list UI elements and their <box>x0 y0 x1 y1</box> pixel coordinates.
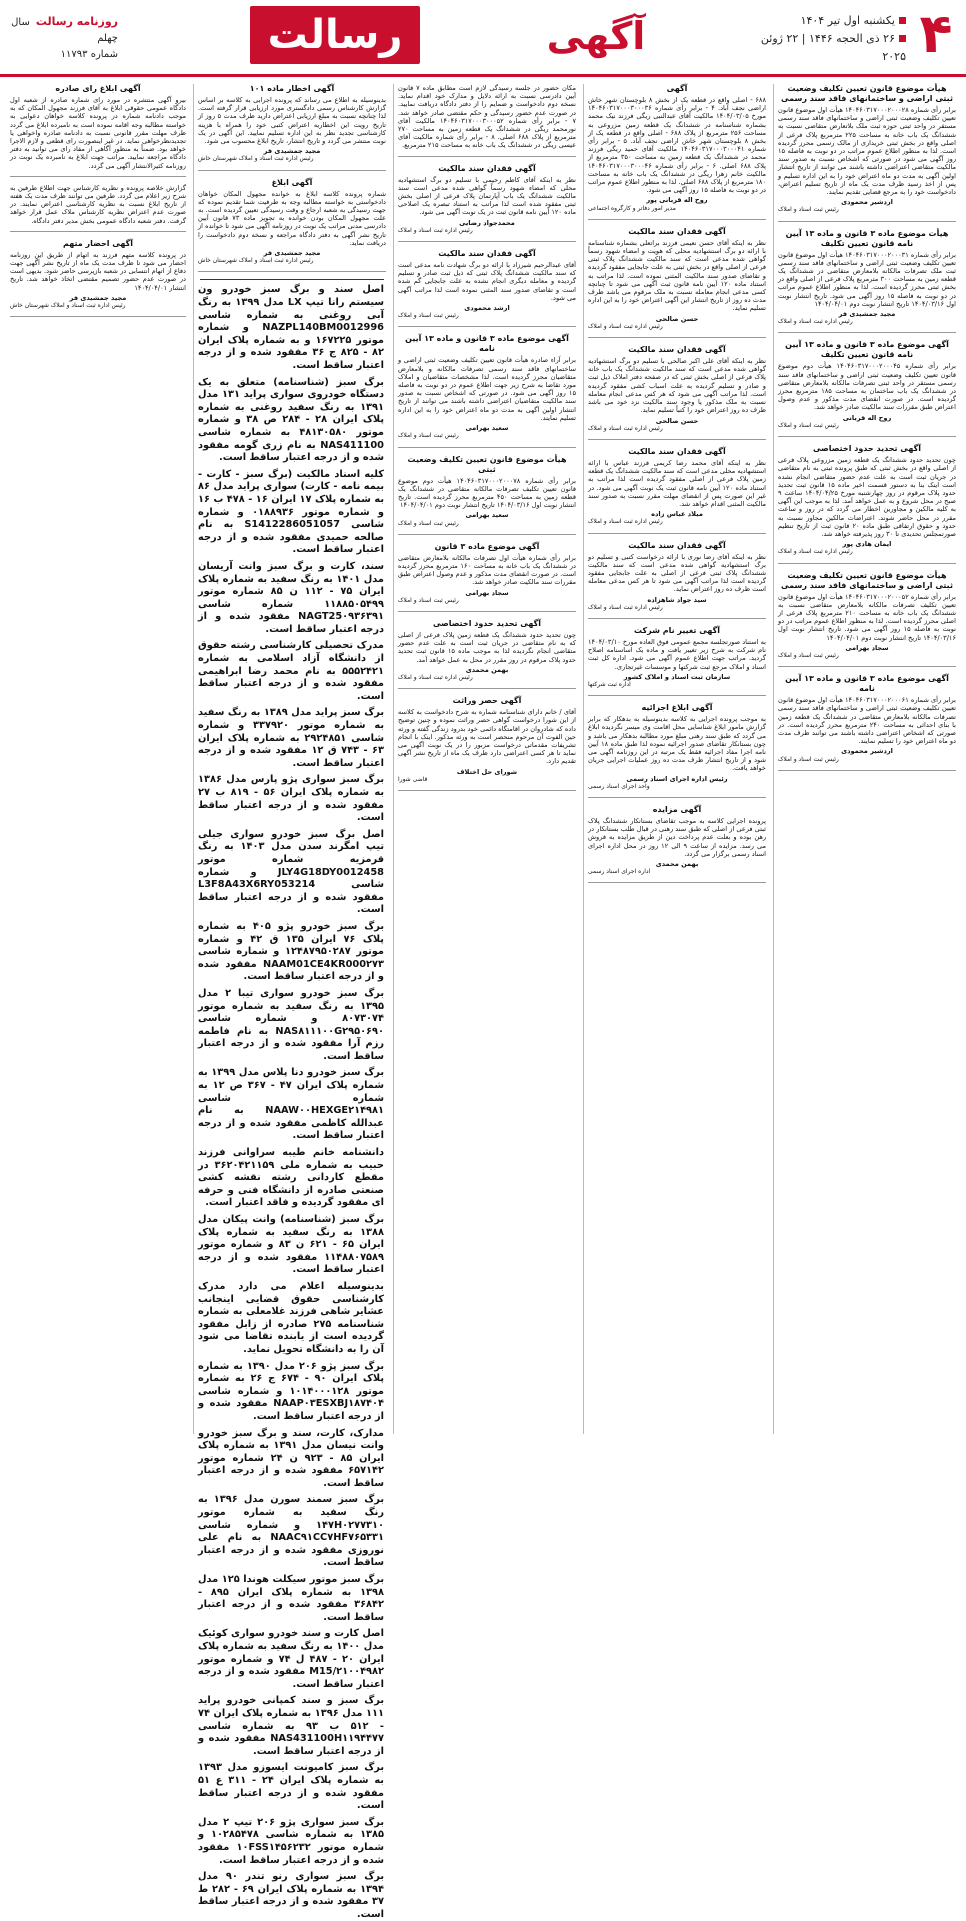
lost-document-notice: کلیه اسناد مالکیت (برگ سبز - کارت - بیمه نامه - کارت) سواری پراید مدل ۸۶ به شماره پلاک ۱۷ ایران ۱۶ - ۴۷۸ ب ۱۶ و شماره موتور ۰۱۸۸۹۳۶ و شماره شاسی S1412286051057 به نام صالحه حمیدی مفقود شده و از درجه اعتبار ساقط است. <box>198 468 385 556</box>
notice-body: برابر رأی شماره ۱۴۰۴۶۰۳۱۷۰۰۰۲۰۰۰۷۸ هیأت دوم موضوع قانون تعیین تکلیف تصرفات مالکانه متقاضی در ششدانگ یک قطعه زمین به مساحت ۴۵۰ مترمربع محرز گردیده است. تاریخ انتشار نوبت اول ۱۴۰۴/۰۳/۱۶ تاریخ انتشار نوبت دوم ۱۴۰۴/۰۴/۰۱ <box>398 476 576 510</box>
notice-body: به استناد صورتجلسه مجمع عمومی فوق العاده مورخ ۱۴۰۴/۰۳/۱۰ نام شرکت به شرح زیر تغییر یافت و ماده یک اساسنامه اصلاح گردید. مراتب جهت اطلاع عموم آگهی می شود. اداره کل ثبت اسناد و املاک مرجع ثبت شرکتها و موسسات غیرتجاری. <box>588 637 766 671</box>
notice-ad <box>10 84 186 177</box>
notice-signature: مجید جمشیدی فر <box>263 249 321 258</box>
lost-document-notice: اصل سند و برگ سبز خودرو ون سیستم رانا تیپ LX مدل ۱۳۹۹ به رنگ آبی روغنی به شماره شاسی NAZPL140BM0012996 و شماره موتور ۱۶۷۲۲۵ و به شماره پلاک ایران ۸۲ - ۸۲۵ ج ۳۶ مفقود شده و از درجه اعتبار ساقط است. <box>198 284 385 372</box>
lost-document-notice: برگ سبز سواری رنو تندر ۹۰ مدل ۱۳۹۴ به شماره پلاک ایران ۶۹ - ۲۸۲ ط ۳۷ مفقود شده و از درجه اعتبار ساقط است. <box>198 1871 384 1920</box>
notice-title: آگهی موضوع ماده ۳ قانون <box>434 541 540 551</box>
notice-signature: میلاد عباس زاده <box>651 510 703 519</box>
notice-ad <box>588 703 766 798</box>
notice-ad <box>778 674 956 771</box>
ads-columns <box>6 84 960 1920</box>
notice-title: هیأت موضوع قانون تعیین تکلیف وضعیت ثبتی اراضی و ساختمانهای فاقد سند رسمی <box>781 570 953 590</box>
notice-ref: مدیر امور دفاتر و کارگروه اجتماعی <box>588 204 676 212</box>
notice-body: بدینوسیله به اطلاع می رساند که پرونده اجرایی به کلاسه بر اساس گزارش کارشناس رسمی دادگستری مورد ارزیابی قرار گرفته است. لذا چنانچه نسبت به مبلغ ارزیابی اعتراض دارید ظرف مدت ۵ روز از تاریخ رویت این اخطاریه اعتراض کتبی خود را همراه با هزینه کارشناسی تجدید نظر به این اداره تسلیم نمایید. این آگهی در یک نوبت منتشر می گردد و تاریخ انتشار، تاریخ ابلاغ محسوب می شود. <box>198 96 386 146</box>
lost-document-notice: برگ سبز و سند کمپانی خودرو پراید ۱۱۱ مدل ۱۳۹۶ به شماره پلاک ایران ۷۴ - ۵۱۲ ب ۹۳ به شماره شاسی NAS431100H۱۱۹۴۴۷۷ مفقود شده و از درجه اعتبار ساقط است. <box>198 1695 384 1757</box>
notice-ref: رئیس اداره ثبت اسناد و املاک <box>588 322 663 330</box>
notice-signature: ارشد محمودی <box>464 304 510 313</box>
notice-signature: سجاد بهرامی <box>845 643 889 652</box>
notice-ref: رئیس ثبت اسناد و املاک <box>778 206 839 214</box>
notice-ref: رئیس اداره ثبت اسناد و املاک شهرستان خاش <box>198 155 314 163</box>
page-header <box>0 0 966 77</box>
notice-ad <box>198 178 386 273</box>
lost-document-notice: برگ سبز خودرو دنا پلاس مدل ۱۳۹۹ به شماره پلاک ایران ۴۷ - ۳۶۷ ص ۱۲ به شماره شاسی NAAW۰۰HEXGE۲۱۴۹۸۱ به نام عبدالله کاظمی مفقود شده و از درجه اعتبار ساقط است. <box>198 1067 385 1142</box>
notice-ref: رئیس اداره ثبت اسناد و املاک <box>398 673 473 681</box>
section-title: آگهی <box>546 14 646 58</box>
notice-ad <box>398 84 576 157</box>
notice-signature: حسن صالحی <box>655 416 699 425</box>
notice-body: برابر رأی شماره ۱۴۰۴۶۰۳۱۷۰۰۰۲۰۰۰۳۱ هیأت اول موضوع قانون تعیین تکلیف وضعیت ثبتی اراضی و ساختمانهای فاقد سند رسمی ثبت ملک تصرفات مالکانه بلامعارض متقاضی در ششدانگ یک قطعه زمین به مساحت ۳۰۰ مترمربع پلاک فرعی از اصلی واقع در بخش ثبتی محرز گردیده است. لذا به منظور اطلاع عموم مراتب در دو نوبت به فاصله ۱۵ روز آگهی می شود. تاریخ انتشار نوبت اول ۱۴۰۴/۰۳/۱۶ تاریخ انتشار نوبت دوم ۱۴۰۴/۰۴/۰۱ <box>778 250 957 308</box>
lost-document-notice: برگ سبز کامیونت ایسوزو مدل ۱۳۹۳ به شماره پلاک ایران ۲۴ - ۳۱۱ ع ۵۱ مفقود شده و از درجه اعتبار ساقط است. <box>198 1762 384 1812</box>
date-hijri-gregorian: ۲۶ ذی الحجه ۱۴۴۶ | ۲۲ ژوئن ۲۰۲۵ <box>760 32 906 63</box>
notice-ref: رئیس ثبت اسناد و املاک <box>398 432 459 440</box>
notice-ad <box>588 227 766 338</box>
lost-document-notice: برگ سبز موتور سیکلت هوندا ۱۲۵ مدل ۱۳۹۸ به شماره پلاک ایران ۸۹۵ - ۳۶۸۴۲ مفقود شده و از درجه اعتبار ساقط است. <box>198 1574 384 1623</box>
date-persian: یکشنبه اول تیر ۱۴۰۴ <box>800 14 895 27</box>
notice-signature: اردشیر محمودی <box>841 747 893 756</box>
notice-body: گزارش خلاصه پرونده و نظریه کارشناس جهت اطلاع طرفین به شرح زیر اعلام می گردد. طرفین می توانند ظرف مدت یک هفته از تاریخ ابلاغ نسبت به نظریه کارشناسی اعتراض نمایند. در صورت عدم اعتراض نظریه کارشناس ملاک عمل قرار خواهد گرفت. دفتر شعبه دادگاه عمومی بخش مدیر دفتر دادگاه. <box>10 183 186 225</box>
notice-ad <box>198 84 386 171</box>
notice-body: نظر به اینکه آقای رضا نوری با ارائه درخواست کتبی و تسلیم دو برگ استشهادیه گواهی شده مدعی است که سند مالکیت ششدانگ پلاک ثبتی فرعی از اصلی به علت جابجایی مفقود گردیده است لذا مراتب آگهی می شود تا هر کس مدعی معامله است ظرف ده روز اعتراض نماید. <box>588 552 766 594</box>
notice-body: برابر رأی شماره ۱۴۰۴۶۰۳۱۷۰۰۰۲۰۰۰۴۵ هیأت دوم موضوع قانون تعیین تکلیف وضعیت ثبتی اراضی و ساختمانهای فاقد سند رسمی مستقر در واحد ثبتی تصرفات مالکانه بلامعارض متقاضی در ششدانگ یک باب ساختمان به مساحت ۱۸۵ مترمربع محرز گردیده است. در صورت انقضای مدت مذکور و عدم وصول اعتراض طبق مقررات سند مالکیت صادر خواهد شد. <box>778 362 956 412</box>
notice-title: هیأت موضوع قانون تعیین تکلیف وضعیت ثبتی اراضی و ساختمانهای فاقد سند رسمی <box>781 84 953 103</box>
lost-document-notice: برگ سبز خودرو سواری تیبا ۲ مدل ۱۳۹۵ به رنگ سفید به شماره موتور ۸۰۷۳۰۷۴ و شماره شاسی NAS۸۱۱۱۰۰G۲۹۵۰۶۹۰ به نام فاطمه رزم آرا مفقود شده و از درجه اعتبار ساقط است. <box>198 987 384 1062</box>
notice-signature: سعید بهرامی <box>465 511 509 520</box>
notice-ad <box>398 455 576 535</box>
notice-signature: حسن صالحی <box>655 314 699 323</box>
notice-title: آگهی ابلاغ رای صادره <box>55 84 141 93</box>
notice-ref: رئیس ثبت اسناد و املاک <box>398 312 459 320</box>
date-box <box>736 12 906 66</box>
issue-line: شماره ۱۱۷۹۳ <box>60 49 118 60</box>
bullet-square-icon <box>899 17 906 24</box>
notice-body: برابر رأی شماره ۱۴۰۴۶۰۳۱۷۰۰۰۲۰۰۰۵۲ هیأت اول موضوع قانون تعیین تکلیف تصرفات مالکانه بلامعارض متقاضی نسبت به ششدانگ یک باب خانه به مساحت ۲۱۰ مترمربع پلاک فرعی از اصلی محرز گردیده است. لذا به منظور اطلاع عموم مراتب در دو نوبت به فاصله ۱۵ روز آگهی می شود. تاریخ انتشار نوبت اول ۱۴۰۴/۰۳/۱۶ تاریخ انتشار نوبت دوم ۱۴۰۴/۰۴/۰۱ <box>778 592 957 642</box>
notice-ref: رئیس اداره ثبت اسناد و املاک <box>588 518 663 526</box>
notice-signature: سید جواد شاهزاده <box>647 595 707 604</box>
notice-body: برابر آراء صادره هیأت قانون تعیین تکلیف وضعیت ثبتی اراضی و ساختمانهای فاقد سند رسمی تصرفات مالکانه و بلامعارض متقاضیان محرز گردیده است. لذا مشخصات متقاضیان و املاک مورد تقاضا به شرح زیر جهت اطلاع عموم در دو نوبت به فاصله ۱۵ روز آگهی می شود. در صورتی که اشخاص نسبت به صدور سند مالکیت متقاضیان اعتراضی داشته باشند می توانند از تاریخ انتشار اولین آگهی به مدت دو ماه اعتراض خود را به این اداره تسلیم نمایند. <box>398 356 576 422</box>
notice-body: نظر به اینکه آقای کاظم رحیمی با تسلیم دو برگ استشهادیه محلی که امضاء شهود رسماً گواهی شده مدعی است سند مالکیت ششدانگ یک باب آپارتمان پلاک فرعی از اصلی بخش ثبتی مفقود شده است لذا مراتب به استناد تبصره یک اصلاحی ماده ۱۲۰ آیین نامه قانون ثبت در یک نوبت آگهی می شود. <box>398 175 576 217</box>
page-number: ۴ <box>919 2 953 65</box>
notice-ref: رئیس ثبت اسناد و املاک <box>398 519 459 527</box>
notice-ad <box>778 340 956 437</box>
notice-signature: سجاد بهرامی <box>465 588 509 597</box>
notice-ad <box>398 696 576 791</box>
notice-title: آگهی اخطار ماده ۱۰۱ <box>249 84 335 93</box>
notice-title: آگهی فقدان سند مالکیت <box>438 249 536 259</box>
notice-ad <box>588 447 766 534</box>
notice-title: آگهی تحدید حدود اختصاصی <box>432 618 542 628</box>
lost-document-notice: برگ سبز سواری پژو ۲۰۶ تیپ ۲ مدل ۱۳۸۵ به شماره شاسی ۱۰۲۸۵۴۷۸ و شماره موتور ۱۰FSS۱۴۵۶۲۳۲ مفقود شده و از درجه اعتبار ساقط است. <box>198 1816 385 1866</box>
notice-ref: رئیس اداره ثبت اسناد و املاک شهرستان خاش <box>10 302 126 310</box>
notice-ref: رئیس ثبت اسناد و املاک <box>398 596 459 604</box>
column-2 <box>583 84 770 1434</box>
notice-ad <box>588 541 766 619</box>
notice-body: پرونده اجرایی کلاسه به موجب تقاضای بستانکار ششدانگ پلاک ثبتی فرعی از اصلی که طبق سند رهنی در قبال طلب بستانکار در رهن بوده و بعلت عدم پرداخت دین از طریق مزایده به فروش می رسد. مزایده از ساعت ۹ الی ۱۲ روز در محل اداره اجرای اسناد رسمی برگزار می گردد. <box>588 817 766 858</box>
notice-ref: رئیس ثبت اسناد و املاک <box>778 755 839 763</box>
notice-body: نظر به اینکه آقای علی اکبر صالحی با تسلیم دو برگ استشهادیه گواهی شده مدعی است که سند مالکیت ششدانگ یک باب خانه پلاک فرعی از اصلی بخش ثبتی که در صفحه دفتر املاک ذیل ثبت و صادر و تسلیم گردیده به علت اسباب کشی مفقود گردیده است. لذا مراتب آگهی می شود که هر کس مدعی انجام معامله نسبت به ملک مذکور یا وجود سند مالکیت نزد خود می باشد ظرف ده روز اعتراض خود را کتباً تسلیم نماید. <box>588 357 766 415</box>
notice-ref: رئیس اداره ثبت اسناد و املاک <box>588 603 663 611</box>
notice-body: شماره پرونده کلاسه ابلاغ به خوانده مجهول المکان خواهان دادخواستی به خواسته مطالبه وجه به طرفیت شما تقدیم نموده که جهت رسیدگی به شعبه ارجاع و وقت رسیدگی تعیین گردیده است. به علت مجهول المکان بودن خوانده به تجویز ماده ۷۳ قانون آیین دادرسی مدنی مراتب یک نوبت در روزنامه آگهی می شود تا خوانده از تاریخ نشر آگهی به دفتر دادگاه مراجعه و نسخه دوم دادخواست را دریافت نماید. <box>198 189 386 247</box>
lost-document-notice: اصل برگ سبز خودرو سواری جیلی تیپ امگرند سدن مدل ۱۴۰۳ به رنگ قرمزیه شماره موتور JLY4G18DY0012458 و شماره شاسی L3F8A43X6RY053214 مفقود شده و از درجه اعتبار ساقط است. <box>198 828 384 916</box>
notice-ad <box>778 84 956 222</box>
notice-ad <box>398 542 576 612</box>
notice-body: برابر رأی شماره ۱۴۰۴۶۰۳۱۷۰۰۰۲۰۰۰۲۸ هیأت اول موضوع قانون تعیین تکلیف وضعیت ثبتی اراضی و ساختمانهای فاقد سند رسمی مستقر در واحد ثبتی حوزه ثبت ملک بلاتعارض متقاضی نسبت به ششدانگ یک باب خانه به مساحت ۲۲۵ مترمربع پلاک فرعی از اصلی واقع در بخش ثبتی خریداری از مالک رسمی محرز گردیده است. لذا به منظور اطلاع عموم مراتب در دو نوبت به فاصله ۱۵ روز آگهی می شود در صورتی که اشخاص نسبت به صدور سند مالکیت متقاضی اعتراضی داشته باشند می توانند از تاریخ انتشار اولین آگهی به مدت دو ماه اعتراض خود را به این اداره تسلیم و پس از اخذ رسید ظرف مدت یک ماه از تاریخ تسلیم اعتراض، دادخواست خود را به مرجع قضایی تقدیم نمایند. <box>778 106 957 197</box>
notice-title: آگهی احضار متهم <box>62 238 134 248</box>
notice-ref: واحد اجرای اسناد رسمی <box>588 782 650 790</box>
notice-ad <box>778 229 956 334</box>
notice-body: آقای عبدالرحیم شیرزاد با ارائه دو برگ شهادت نامه مدعی است که سند مالکیت ششدانگ پلاک ثبتی که ذیل ثبت صادر و تسلیم گردیده و معامله دیگری انجام نشده به علت جابجایی گم شده است و تقاضای صدور سند المثنی نموده است لذا مراتب آگهی می شود. <box>398 261 576 302</box>
notice-title: آگهی حصر وراثت <box>452 696 522 706</box>
lost-document-notice: برگ سبز (شناسنامه) وانت پیکان مدل ۱۳۸۸ به رنگ سفید به شماره پلاک ایران ۶۵ - ۶۲۱ ن ۸۳ و شماره موتور ۱۱۴۸۸۰۷۵۸۹ مفقود شده و از درجه اعتبار ساقط است. <box>198 1214 385 1276</box>
notice-body: برابر رأی شماره هیأت اول تصرفات مالکانه بلامعارض متقاضی در ششدانگ یک باب خانه به مساحت ۱۶۰ مترمربع محرز گردیده است. در صورت انقضای مدت مذکور و عدم وصول اعتراض طبق مقررات سند مالکیت صادر خواهد شد. <box>398 553 576 587</box>
column-4 <box>193 84 390 1920</box>
lost-document-notice: دانشنامه خانم طیبه سراوانی فرزند حبیب به شماره ملی ۳۶۲۰۴۲۱۱۵۹ در مقطع کاردانی رشته نقشه کشی صنعتی صادره از دانشگاه فنی و حرفه ای مفقود گردیده و فاقد اعتبار است. <box>198 1147 384 1209</box>
notice-ad <box>398 619 576 689</box>
issue-info <box>8 14 118 63</box>
notice-signature: مجید جمشیدی فر <box>263 147 321 156</box>
notice-title: آگهی فقدان سند مالکیت <box>628 345 726 355</box>
mini-logo: روزنامه رسالت <box>35 15 118 28</box>
lost-document-notice: بدینوسیله اعلام می دارد مدرک کارشناسی حقوق قضایی اینجانب عشایر شاهی فرزند غلامعلی به شماره شناسنامه ۲۷۵ صادره از زابل مفقود گردیده است از یابنده تقاضا می شود آن را به دانشگاه تحویل نماید. <box>198 1280 385 1355</box>
notice-body: چون تحدید حدود ششدانگ یک قطعه زمین پلاک فرعی از اصلی که به نام متقاضی در جریان ثبت است به علت عدم حضور متقاضی انجام نگردیده لذا به موجب ماده ۱۵ قانون ثبت تحدید حدود پلاک مرقوم در روز مقرر در محل به عمل خواهد آمد. <box>398 630 576 664</box>
notice-title: آگهی فقدان سند مالکیت <box>628 226 726 236</box>
notice-ref: قاضی شورا <box>398 775 428 783</box>
notice-body: به موجب پرونده اجرایی به کلاسه بدینوسیله به بدهکار که برابر گزارش مامور ابلاغ شناسایی محل اقامت وی میسر نگردیده ابلاغ می گردد که طبق سند رهنی مبلغ مورد مطالبه بدهکار می باشد و چون بستانکار تقاضای صدور اجرائیه نموده لذا طبق ماده ۱۸ آیین نامه اجرا مفاد اجرائیه فقط یک مرتبه در این روزنامه آگهی می شود و از تاریخ انتشار ظرف مدت ده روز عملیات اجرایی جریان خواهد یافت. <box>588 715 766 773</box>
notice-ad <box>10 184 186 232</box>
lost-document-notice: برگ سبز (شناسنامه) متعلق به یک دستگاه خودروی سواری پراید ۱۳۱ مدل ۱۳۹۱ به رنگ سفید روغنی به شماره پلاک ایران ۲۸ - ۲۸۴ ص ۳۸ و شماره موتور ۴۸۱۳۰۵۸۰ به شماره شاسی NAS411100 به نام زری گومه مفقود شده و از درجه اعتبار ساقط است. <box>198 376 385 464</box>
notice-ad <box>588 84 766 220</box>
notice-title: آگهی فقدان سند مالکیت <box>628 446 726 456</box>
notice-ref: رئیس اداره ثبت اسناد و املاک شهرستان خاش <box>198 257 314 265</box>
lost-document-notice: برگ سبز پراید مدل ۱۳۸۹ به رنگ سفید به شماره موتور ۳۳۷۹۲۰ و شماره شاسی ۲۹۲۴۸۵۱ به شماره پلاک ایران ۶۳ - ۷۴۳ ق ۱۲ مفقود شده و از درجه اعتبار ساقط است. <box>198 707 384 769</box>
notice-ad <box>778 571 956 668</box>
notice-signature: ایمان هادی پور <box>842 540 892 549</box>
lost-document-notice: سند، کارت و برگ سبز وانت آریسان مدل ۱۴۰۱ به رنگ سفید به شماره پلاک ایران ۷۵ - ۱۱۲ ن ۸۵ شماره موتور ۱۱۸۸۵۰۵۴۹۹ شماره شاسی NAGT25۰۹۳۶۳۹۱ مفقود شده و از درجه اعتبار ساقط است. <box>198 560 385 635</box>
notice-body: ۶۸۸ - اصلی واقع در قطعه یک از بخش ۸ بلوچستان شهر خاش اراضی نجف آباد. ۴ - برابر رأی شماره ۱۴۰۴۶۰۳۱۷۰۰۰۳۰۰۰۳۶ مورخ ۱۴۰۴/۰۳/۰۵ مالکیت آقای عبدالنبی ریگی فرزند نیک محمد بشماره شناسنامه در ششدانگ یک قطعه زمین مزروعی به مساحت ۲۵۶ مترمربع از پلاک ۶۸۸ - اصلی واقع در قطعه یک از بخش ۸ بلوچستان شهر خاش اراضی نجف آباد. ۵ - برابر رأی شماره ۱۴۰۴۶۰۳۱۷۰۰۰۳۰۰۰۴۱ مالکیت آقای حمید ریگی فرزند محمد در ششدانگ یک قطعه زمین به مساحت ۳۵۰ مترمربع از پلاک ۶۸۸ اصلی. ۶ - برابر رأی شماره ۱۴۰۴۶۰۳۱۷۰۰۰۳۰۰۰۴۶ مالکیت خانم زهرا ریگی در ششدانگ یک باب خانه به مساحت ۱۸۰ مترمربع از پلاک ۶۸۸ اصلی. لذا به منظور اطلاع عموم مراتب در دو نوبت به فاصله ۱۵ روز آگهی می شود. <box>588 96 766 195</box>
notice-ad <box>398 164 576 242</box>
notice-title: آگهی فقدان سند مالکیت <box>438 163 536 173</box>
notice-signature: روح اله قربانی پور <box>646 196 708 205</box>
notice-title: آگهی موضوع ماده ۳ قانون و ماده ۱۳ آیین نامه <box>785 674 949 694</box>
notice-signature: مجید جمشیدی فر <box>69 293 127 302</box>
notice-ref: رئیس اداره ثبت اسناد و املاک <box>778 318 853 326</box>
column-1 <box>773 84 960 1434</box>
notice-ad <box>10 239 186 317</box>
notice-title: آگهی مزایده <box>652 805 702 814</box>
notice-body: چون تحدید حدود ششدانگ یک قطعه زمین مزروعی پلاک فرعی از اصلی واقع در بخش ثبتی که طبق پرونده ثبتی به نام متقاضی در جریان ثبت است به علت عدم حضور متقاضی انجام نشده است اینک بنا به دستور قسمت اخیر ماده ۱۵ قانون ثبت تحدید حدود پلاک مرقوم در روز چهارشنبه مورخ ۱۴۰۴/۰۴/۲۵ ساعت ۹ صبح در محل شروع و به عمل خواهد آمد. لذا به موجب این آگهی به کلیه مالکین و مجاورین اخطار می گردد که در روز و ساعت مقرر در محل حاضر شوند. اعتراضات مالکین مجاور نسبت به حدود و حقوق ارتفاقی طبق ماده ۲۰ قانون ثبت از تاریخ تنظیم صورتمجلس تحدیدی تا ۳۰ روز پذیرفته خواهد شد. <box>778 456 956 538</box>
bullet-square-icon <box>899 35 906 42</box>
notice-body: مکان حضور در جلسه رسیدگی لازم است مطابق ماده ۷ قانون آیین دادرسی نسبت به ارائه دلایل و مدارک خود اقدام نماید. نسخه دوم دادخواست و ضمایم را از دفتر دادگاه دریافت نمایید. در صورت عدم حضور رسیدگی و حکم مقتضی صادر خواهد شد. ۷ - برابر رأی شماره ۱۴۰۴۶۰۳۱۷۰۰۰۳۰۰۰۵۲ مالکیت آقای نورمحمد ریگی در ششدانگ یک قطعه زمین به مساحت ۲۷۰ مترمربع از پلاک ۶۸۸ اصلی. ۸ - برابر رأی شماره مالکیت آقای عیسی ریگی در ششدانگ یک باب خانه به مساحت ۲۱۵ مترمربع. <box>398 84 576 150</box>
lost-document-notice: برگ سبز سواری پژو پارس مدل ۱۳۸۶ به شماره پلاک ایران ۵۶ - ۸۱۹ ب ۲۷ مفقود شده و از درجه اعتبار ساقط است. <box>198 774 385 824</box>
notice-ref: اداره ثبت شرکتها <box>588 680 631 688</box>
notice-ad <box>588 345 766 440</box>
notice-ad <box>398 334 576 447</box>
notice-ref: رئیس اداره ثبت اسناد و املاک <box>398 226 473 234</box>
newspaper-logo: رسالت <box>250 6 420 64</box>
column-3 <box>393 84 580 1434</box>
notice-signature: سازمان ثبت اسناد و املاک کشور <box>623 672 731 681</box>
notice-body: برابر رأی شماره ۱۴۰۴۶۰۳۱۷۰۰۰۲۰۰۰۶۱ هیأت اول موضوع قانون تعیین تکلیف وضعیت ثبتی اراضی و ساختمانهای فاقد سند رسمی تصرفات مالکانه بلامعارض متقاضی در ششدانگ یک قطعه زمین با بنای احداثی به مساحت ۲۴۰ مترمربع محرز گردیده است. در صورتی که اشخاص اعتراضی داشته باشند می توانند ظرف مدت دو ماه اعتراض خود را تسلیم نمایند. <box>778 696 957 746</box>
notice-title: آگهی ابلاغ <box>271 177 313 187</box>
notice-signature: روح اله قربانی <box>842 413 892 422</box>
notice-body: در پرونده کلاسه متهم فرزند به اتهام از طریق این روزنامه احضار می شود تا ظرف مدت یک ماه از تاریخ نشر آگهی جهت دفاع از اتهام انتسابی در شعبه بازپرسی حاضر شود. بدیهی است در صورت عدم حضور تصمیم مقتضی اتخاذ خواهد شد. تاریخ انتشار ۱۴۰۴/۰۴/۰۱ <box>10 250 186 292</box>
notice-body: بیرو آگهی منتشره در مورد رای شماره صادره از شعبه اول دادگاه عمومی حقوقی ابلاغ به آقای فرزند مجهول المکان که به موجب دادنامه شماره در پرونده کلاسه خواهان دعوایی به خواسته مطالبه وجه اقامه نموده است به نامبرده ابلاغ می گردد ظرف مهلت مقرر قانونی نسبت به دادنامه صادره واخواهی یا تجدیدنظرخواهی نماید. در غیر اینصورت رای قطعی و لازم الاجرا خواهد بود. ضمناً به منظور آگاهی از مفاد رای می توانید به دفتر دادگاه مراجعه نمایید. مراتب جهت ابلاغ به نامبرده یک نوبت در روزنامه کثیرالانتشار آگهی می گردد. <box>10 96 186 170</box>
lost-document-notice: برگ سبز سمند سورن مدل ۱۳۹۶ به رنگ سفید به شماره موتور ۱۴۷H۰۲۷۷۳۱۰ و شماره شاسی NAAC۹۱CC۷HF۷۶۵۳۳۱ به نام علی نوروزی مفقود شده و از درجه اعتبار ساقط است. <box>198 1494 384 1569</box>
notice-title: آگهی <box>666 84 688 93</box>
lost-document-notice: برگ سبز خودرو پژو ۴۰۵ به شماره پلاک ۷۶ ایران ۱۳۵ ق ۴۲ و شماره موتور ۱۲۴۸۷۹۵۰۲۸۷ و شماره شاسی NAAM01CE4KR000۲۷۳ مفقود شده و از درجه اعتبار ساقط است. <box>198 920 385 983</box>
notice-ad <box>588 626 766 696</box>
year-line: سال چهلم <box>11 17 118 44</box>
lost-document-notice: برگ سبز پژو ۲۰۶ مدل ۱۳۹۰ به شماره پلاک ایران ۹۰ - ۶۷۴ ج ۲۶ به شماره موتور ۱۰۱۴۰۰۰۱۲۸ و شماره شاسی NAAP۰۳ESXBJ۱۸۷۴۰۴ مفقود شده و از درجه اعتبار ساقط است. <box>198 1360 385 1422</box>
notice-signature: محمدجواد رضایی <box>459 218 515 227</box>
notice-ref: رئیس ثبت اسناد و املاک <box>778 651 839 659</box>
column-5 <box>6 84 190 1434</box>
notice-ad <box>588 805 766 883</box>
notice-signature: رئیس اداره اجرای اسناد رسمی <box>626 774 728 783</box>
notice-body: نظر به اینکه آقای محمد رضا کریمی فرزند عباس با ارائه استشهادیه محلی مدعی است که سند مالکیت ششدانگ یک قطعه زمین پلاک فرعی از اصلی مفقود گردیده است لذا مراتب به استناد ماده ۱۲۰ آیین نامه قانون ثبت یک نوبت آگهی می شود. در غیر این صورت پس از انقضای مهلت مقرر نسبت به صدور سند مالکیت المثنی اقدام خواهد شد. <box>588 458 767 508</box>
notice-signature: شورای حل اختلاف <box>456 767 518 776</box>
notice-ref: رئیس ثبت اسناد و املاک <box>778 421 839 429</box>
notice-title: آگهی موضوع ماده ۳ قانون و ماده ۱۳ آیین نامه <box>405 334 569 354</box>
notice-body: نظر به اینکه آقای حسن نعیمی فرزند براتعلی بشماره شناسنامه با ارائه دو برگ استشهادیه محلی که هویت و امضاء شهود رسماً گواهی شده مدعی است که سند مالکیت ششدانگ پلاک ثبتی فرعی از اصلی واقع در بخش ثبتی به علت جابجایی مفقود گردیده و تقاضای صدور سند مالکیت المثنی نموده است. لذا مراتب به استناد ماده ۱۲۰ آیین نامه قانون ثبت آگهی می شود تا چنانچه کسی مدعی انجام معامله نسبت به ملک مرقوم می باشد ظرف مدت ده روز از تاریخ انتشار این آگهی اعتراض خود را به این اداره تسلیم نماید. <box>588 238 766 313</box>
notice-title: هیأت موضوع قانون تعیین تکلیف وضعیت ثبتی <box>407 454 567 474</box>
notice-title: آگهی ابلاغ اجرائیه <box>641 703 713 713</box>
notice-ad <box>398 249 576 327</box>
notice-title: هیأت موضوع ماده ۳ قانون و ماده ۱۳ آیین نامه قانون تعیین تکلیف <box>785 228 949 248</box>
notice-ad <box>778 444 956 563</box>
notice-title: آگهی فقدان سند مالکیت <box>628 540 726 550</box>
lost-document-notice: مدارک، کارت، سند و برگ سبز خودرو وانت نیسان مدل ۱۳۹۱ به شماره پلاک ایران ۸۵ - ۹۲۳ ن ۲۴ شماره موتور ۶۵۷۱۴۲ مفقود شده و از درجه اعتبار ساقط است. <box>198 1427 385 1489</box>
notice-ref: اداره اجرای اسناد رسمی <box>588 868 651 876</box>
notice-title: آگهی تحدید حدود اختصاصی <box>812 444 922 454</box>
divider <box>200 279 384 280</box>
lost-document-notice: اصل کارت و سند خودرو سواری کوئیک مدل ۱۴۰۰ به رنگ سفید به شماره پلاک ایران ۲۰ - ۴۸۷ ل ۷۴ و شماره موتور M15/۲۱۰۰۴۹۸۲ مفقود شده و از درجه اعتبار ساقط است. <box>198 1628 385 1690</box>
notice-body: آقای / خانم دارای شناسنامه شماره به شرح دادخواست به کلاسه از این شورا درخواست گواهی حصر وراثت نموده و چنین توضیح داده که شادروان در اقامتگاه دائمی خود بدرود زندگی گفته و ورثه حین الفوت آن مرحوم منحصر است به ورثه مذکور. اینک با انجام تشریفات مقدماتی درخواست مزبور را در یک نوبت آگهی می نماید تا هر کسی اعتراضی دارد ظرف یک ماه از تاریخ نشر آگهی تقدیم دارد. <box>398 708 576 766</box>
lost-document-notice: مدرک تحصیلی کارشناسی رشته حقوق از دانشگاه آزاد اسلامی به شماره ۵۵۵۲۴۲۱ به نام محمد رضا ابراهیمی مفقود شده و از درجه اعتبار ساقط است. <box>198 640 384 702</box>
notice-title: آگهی تغییر نام شرکت <box>634 625 720 635</box>
notice-signature: بهمن محمدی <box>655 860 699 869</box>
notice-ref: رئیس اداره ثبت اسناد و املاک <box>588 424 663 432</box>
notice-ref: رئیس اداره ثبت اسناد و املاک <box>778 548 853 556</box>
notice-signature: اردشیر محمودی <box>841 198 893 207</box>
notice-title: آگهی موضوع ماده ۳ قانون و ماده ۱۳ آیین نامه قانون تعیین تکلیف <box>785 340 949 360</box>
notice-signature: مجید جمشیدی فر <box>838 310 896 319</box>
notice-signature: سعید بهرامی <box>465 424 509 433</box>
notice-signature: بهمن محمدی <box>465 665 509 674</box>
